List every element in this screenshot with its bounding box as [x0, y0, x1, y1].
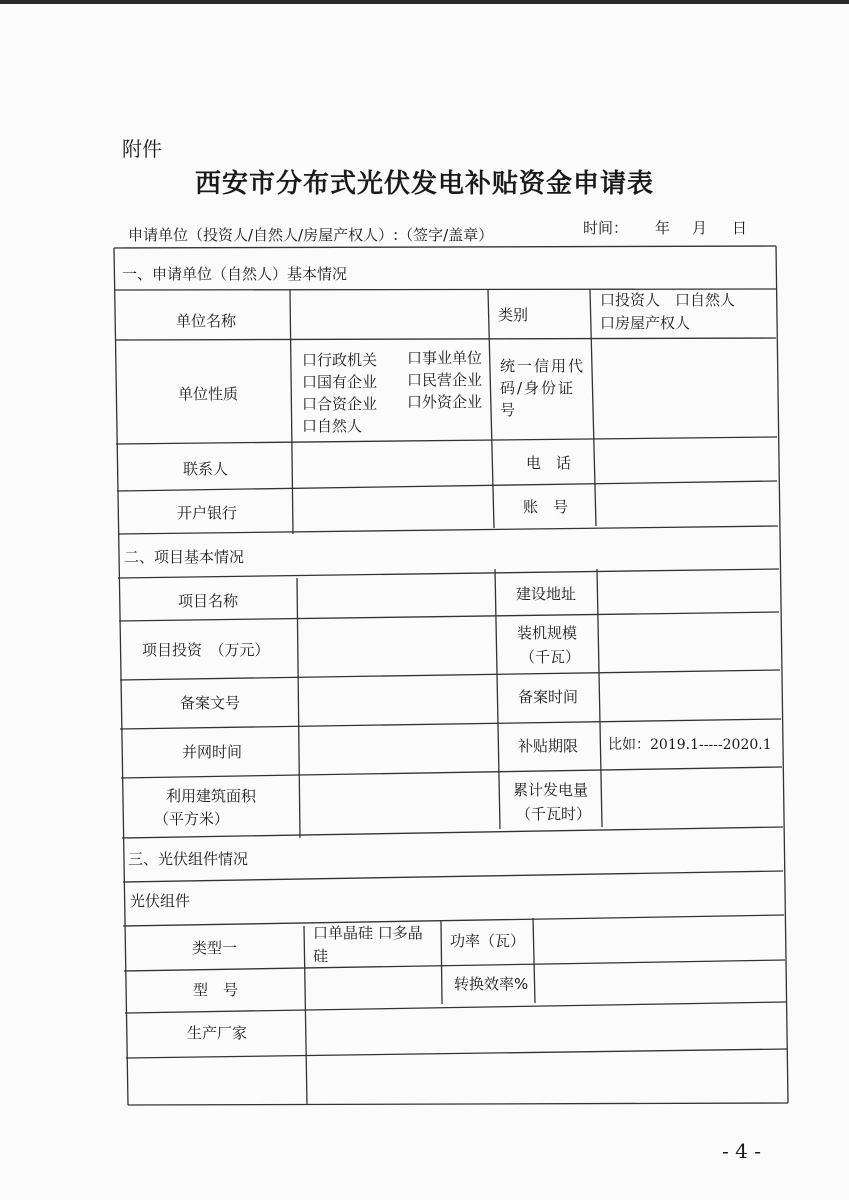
year-label: 年	[655, 219, 671, 237]
pv-module-subheading: 光伏组件	[130, 892, 191, 910]
capacity-label-line2: （千瓦）	[520, 648, 581, 666]
account-label: 账 号	[523, 498, 569, 516]
phone-label: 电 话	[526, 454, 572, 472]
generation-label-line2: （千瓦时）	[516, 805, 592, 823]
grid-time-label: 并网时间	[182, 743, 243, 761]
model-label: 型 号	[193, 981, 239, 999]
nature-option-private[interactable]: 口民营企业	[407, 371, 483, 389]
capacity-label-line1: 装机规模	[517, 624, 578, 642]
table-border-top	[114, 246, 776, 248]
type-options-line1[interactable]: 口单晶硅 口多晶	[313, 924, 423, 942]
power-label: 功率（瓦）	[450, 932, 526, 950]
filing-time-label: 备案时间	[518, 688, 579, 706]
unit-nature-label: 单位性质	[178, 385, 239, 403]
attachment-label: 附件	[122, 137, 162, 161]
project-name-label: 项目名称	[178, 592, 239, 610]
table-border-right	[776, 246, 788, 1103]
section1-heading: 一、申请单位（自然人）基本情况	[122, 265, 348, 283]
page-number: - 4 -	[722, 1139, 761, 1163]
category-option-investor[interactable]: 口投资人	[600, 291, 661, 309]
efficiency-label: 转换效率%	[454, 975, 529, 993]
month-label: 月	[692, 219, 708, 237]
nature-option-natural-person[interactable]: 口自然人	[302, 417, 363, 435]
day-label: 日	[732, 219, 748, 237]
area-label-line2: （平方米）	[154, 810, 230, 828]
subsidy-period-label: 补贴期限	[518, 737, 579, 755]
section2-heading: 二、项目基本情况	[124, 548, 245, 566]
type-one-label: 类型一	[192, 939, 238, 957]
credit-code-label: 统一信用代码/身份证号	[500, 357, 586, 419]
bank-label: 开户银行	[177, 504, 238, 522]
time-label: 时间：	[583, 219, 629, 237]
contact-label: 联系人	[183, 460, 229, 478]
table-border-bottom	[128, 1103, 788, 1105]
nature-option-joint-venture[interactable]: 口合资企业	[302, 395, 378, 413]
unit-name-label: 单位名称	[176, 312, 237, 330]
nature-option-institution[interactable]: 口事业单位	[407, 349, 483, 367]
generation-label-line1: 累计发电量	[513, 781, 589, 799]
area-label-line1: 利用建筑面积	[166, 787, 257, 805]
section3-heading: 三、光伏组件情况	[128, 850, 249, 868]
manufacturer-label: 生产厂家	[187, 1024, 248, 1042]
nature-option-admin[interactable]: 口行政机关	[302, 351, 378, 369]
category-label: 类别	[498, 306, 529, 324]
category-option-natural-person[interactable]: 口自然人	[675, 291, 736, 309]
applicant-line: 申请单位（投资人/自然人/房屋产权人）:（签字/盖章）	[128, 226, 494, 244]
nature-option-foreign[interactable]: 口外资企业	[407, 393, 483, 411]
filing-no-label: 备案文号	[180, 694, 241, 712]
type-options-line2: 硅	[313, 947, 329, 965]
address-label: 建设地址	[516, 585, 577, 603]
investment-label: 项目投资 （万元）	[142, 641, 270, 659]
category-option-property-owner[interactable]: 口房屋产权人	[600, 314, 691, 332]
table-border-left	[114, 248, 128, 1105]
nature-option-state-owned[interactable]: 口国有企业	[302, 373, 378, 391]
form-title: 西安市分布式光伏发电补贴资金申请表	[194, 169, 654, 199]
subsidy-period-example: 比如：2019.1-----2020.1	[608, 737, 772, 753]
